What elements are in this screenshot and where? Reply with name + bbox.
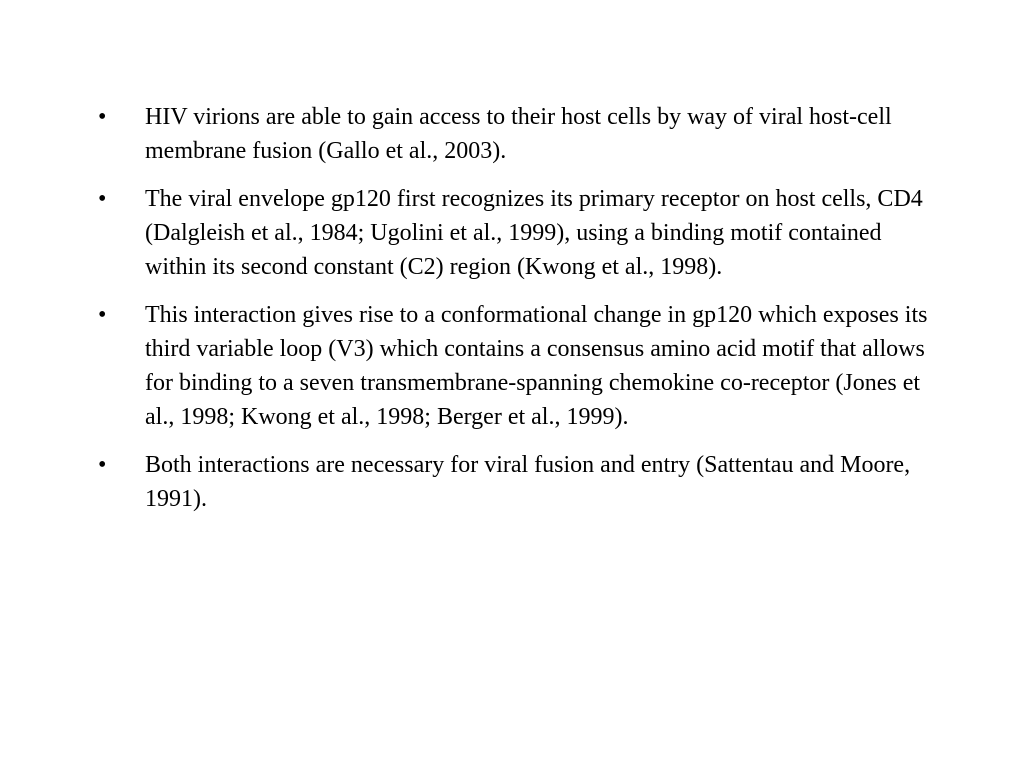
bullet-item: [0, 298, 1024, 434]
bullet-text: Both interactions are necessary for viral fusion and entry (Sattentau and Moore, 1991).: [145, 452, 911, 512]
bullet-text: The viral envelope gp120 first recognizes its primary receptor on host cells, CD4 (Dalgleish et al., 1984; Ugolini et al., 1999), using a binding motif contained within its second constant (C2) region (Kwong et al., 1998).: [145, 186, 923, 280]
bullet-list: [0, 100, 1024, 530]
bullet-item: [0, 100, 1024, 168]
bullet-icon: •: [98, 186, 107, 212]
bullet-text: This interaction gives rise to a conformational change in gp120 which exposes its third variable loop (V3) which contains a consensus amino acid motif that allows for binding to a seven transmembrane-spanning chemokine co-receptor (Jones et al., 1998; Kwong et al., 1998; Berger et al., 1999).: [145, 302, 928, 430]
bullet-text: HIV virions are able to gain access to their host cells by way of viral host-cell membrane fusion (Gallo et al., 2003).: [145, 104, 892, 164]
bullet-icon: •: [98, 104, 107, 130]
bullet-item: [0, 182, 1024, 284]
bullet-icon: •: [98, 452, 107, 478]
bullet-item: [0, 448, 1024, 516]
bullet-icon: •: [98, 302, 107, 328]
